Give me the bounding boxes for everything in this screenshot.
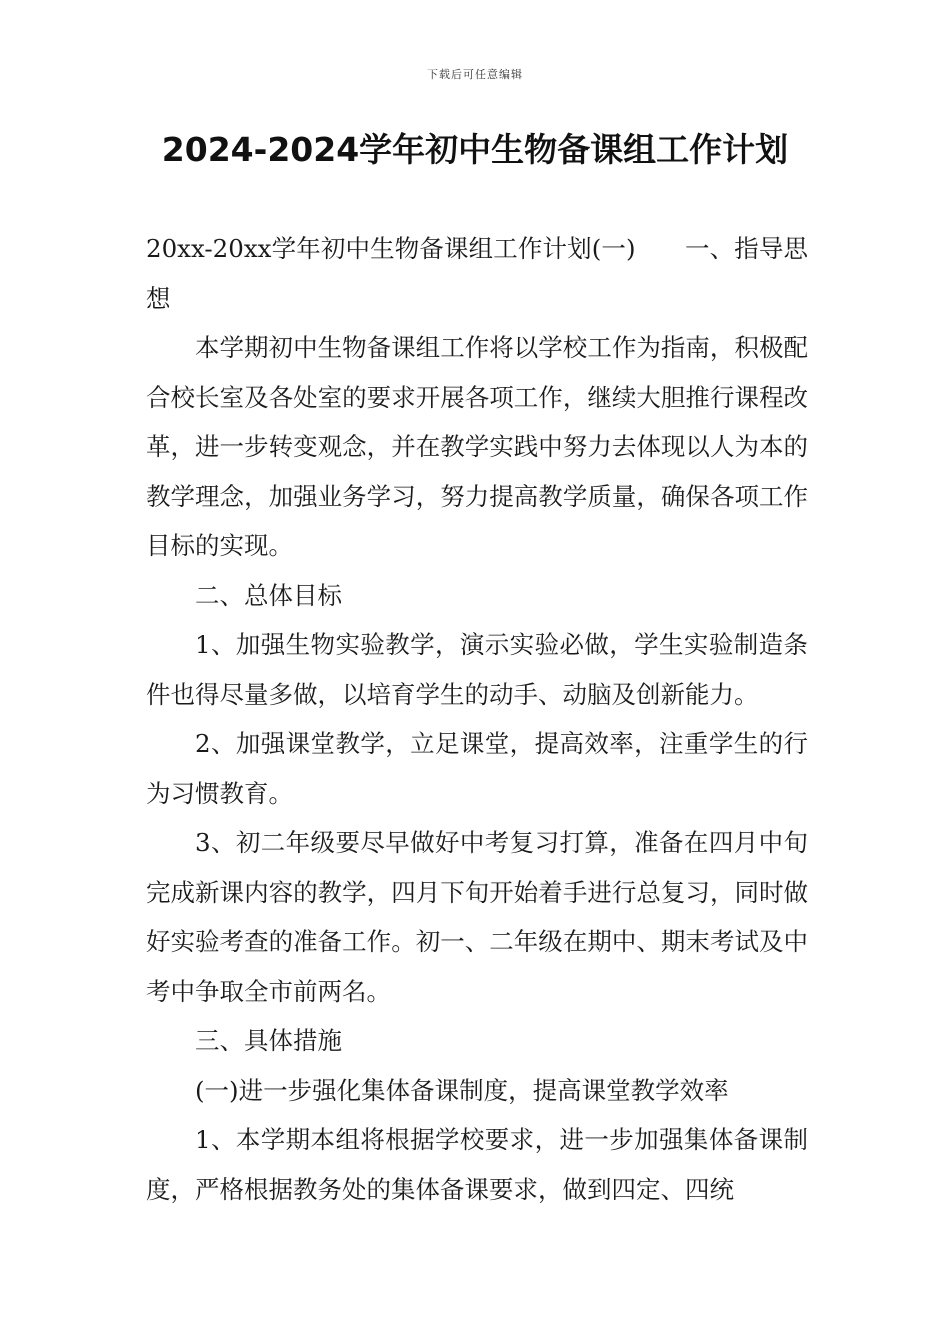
paragraph-goal-3: 3、初二年级要尽早做好中考复习打算，准备在四月中旬完成新课内容的教学，四月下旬开始着手进行总复习，同时做好实验考查的准备工作。初一、二年级在期中、期末考试及中考中争取全市前两名。: [146, 828, 808, 1006]
heading-specific-measures: 三、具体措施: [195, 1026, 342, 1055]
document-body: [146, 224, 808, 1214]
subheading-collective-prep: (一)进一步强化集体备课制度，提高课堂教学效率: [195, 1075, 729, 1105]
header-note: 下载后可任意编辑: [427, 68, 523, 81]
heading-overall-goals: 二、总体目标: [195, 580, 342, 610]
document-title: 2024-2024学年初中生物备课组工作计划: [161, 130, 789, 169]
paragraph-measure-1: 1、本学期本组将根据学校要求，进一步加强集体备课制度，严格根据教务处的集体备课要求，做到四定、四统: [146, 1125, 808, 1204]
paragraph-goal-2: 2、加强课堂教学，立足课堂，提高效率，注重学生的行为习惯教育。: [146, 729, 808, 808]
paragraph-goal-1: 1、加强生物实验教学，演示实验必做，学生实验制造条件也得尽量多做，以培育学生的动手、动脑及创新能力。: [146, 630, 808, 709]
paragraph-intro: 20xx-20xx学年初中生物备课组工作计划(一) 一、指导思想: [146, 234, 808, 313]
paragraph-guiding-thought: 本学期初中生物备课组工作将以学校工作为指南，积极配合校长室及各处室的要求开展各项工作，继续大胆推行课程改革，进一步转变观念，并在教学实践中努力去体现以人为本的教学理念，加强业务学习，努力提高教学质量，确保各项工作目标的实现。: [146, 333, 808, 560]
